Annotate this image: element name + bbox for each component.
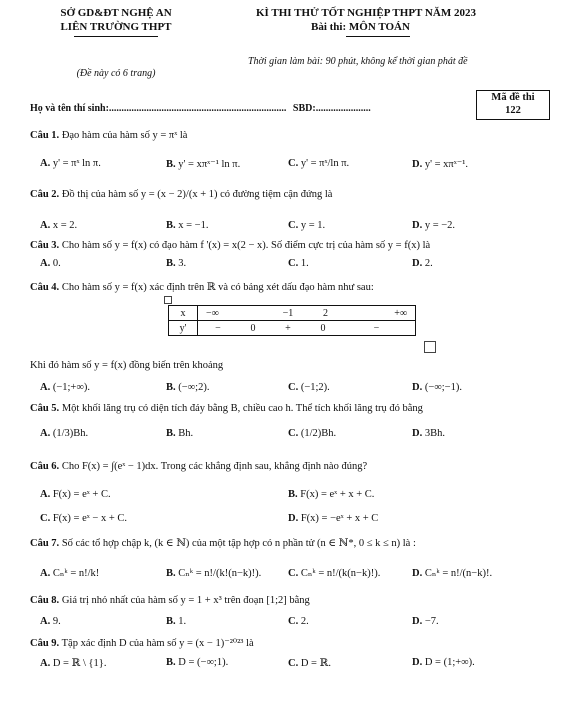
q9-option-c[interactable]: C. D = ℝ. — [288, 658, 331, 669]
small-square-mark — [164, 296, 172, 304]
exam-code-value: 122 — [505, 105, 521, 116]
q1-option-a[interactable]: A. y' = πˣ ln π. — [40, 158, 101, 169]
q2-option-c[interactable]: C. y = 1. — [288, 220, 326, 231]
q6-option-b[interactable]: B. F(x) = eˣ + x + C. — [288, 489, 375, 500]
q4-option-c[interactable]: C. (−1;2). — [288, 382, 330, 393]
question-7: Câu 7. Số các tổ hợp chập k, (k ∈ ℕ) của một tập hợp có n phần tử (n ∈ ℕ*, 0 ≤ k ≤ n) là : — [30, 538, 416, 549]
q1-option-d[interactable]: D. y' = xπˣ⁻¹. — [412, 159, 469, 170]
q3-option-a[interactable]: A. 0. — [40, 258, 61, 269]
exam-code-box — [476, 90, 550, 120]
q6-option-c[interactable]: C. F(x) = eˣ − x + C. — [40, 513, 128, 524]
student-name-label: Họ và tên thí sinh: — [30, 103, 109, 114]
department-name: SỞ GD&ĐT NGHỆ AN — [60, 7, 172, 19]
q5-option-a[interactable]: A. (1/3)Bh. — [40, 428, 89, 439]
q6-option-d[interactable]: D. F(x) = −eˣ + x + C — [288, 513, 379, 524]
sbd-label: SBD: — [292, 103, 316, 114]
q7-option-b[interactable]: B. Cₙᵏ = n!/(k!(n−k)!). — [166, 568, 262, 579]
q2-option-d[interactable]: D. y = −2. — [412, 220, 456, 231]
header-underline-right — [346, 36, 410, 37]
sign-table — [168, 305, 416, 336]
q9-option-a[interactable]: A. D = ℝ \ {1}. — [40, 658, 107, 669]
pages-note: (Đề này có 6 trang) — [76, 68, 156, 79]
question-4: Câu 4. Cho hàm số y = f(x) xác định trên ℝ và có bảng xét dấu đạo hàm như sau: — [30, 282, 374, 293]
question-9: Câu 9. Tập xác định D của hàm số y = (x − 1)⁻²⁰²³ là — [30, 638, 254, 649]
q8-option-b[interactable]: B. 1. — [166, 616, 187, 627]
sign-table-row-derivative — [169, 321, 416, 336]
q4-option-a[interactable]: A. (−1;+∞). — [40, 382, 90, 393]
q2-option-a[interactable]: A. x = 2. — [40, 220, 78, 231]
q9-option-d[interactable]: D. D = (1;+∞). — [412, 657, 475, 668]
q9-option-b[interactable]: B. D = (−∞;1). — [166, 657, 229, 668]
sign-table-cell: − — [198, 321, 239, 336]
sign-table-row-x — [169, 306, 416, 321]
q8-option-c[interactable]: C. 2. — [288, 616, 309, 627]
student-info-line — [30, 103, 371, 114]
q7-option-a[interactable]: A. Cₙᵏ = n!/k! — [40, 568, 100, 579]
sbd-dots: ...................... — [315, 103, 371, 114]
sign-table-cell: 0 — [308, 321, 338, 336]
q7-option-c[interactable]: C. Cₙᵏ = n!/(k(n−k)!). — [288, 568, 381, 579]
exam-code-label: Mã đề thi — [491, 92, 535, 103]
small-square-mark — [424, 341, 436, 353]
q7-option-d[interactable]: D. Cₙᵏ = n!/(n−k)!. — [412, 568, 493, 579]
q8-option-d[interactable]: D. −7. — [412, 616, 439, 627]
school-name: LIÊN TRƯỜNG THPT — [60, 21, 172, 33]
sign-table-cell: x — [169, 306, 198, 321]
header-underline-left — [74, 36, 158, 37]
sign-table-cell: 2 — [308, 306, 338, 321]
q2-option-b[interactable]: B. x = −1. — [166, 220, 209, 231]
sign-table-cell: +∞ — [338, 306, 416, 321]
q5-option-c[interactable]: C. (1/2)Bh. — [288, 428, 337, 439]
question-4-after: Khi đó hàm số y = f(x) đồng biến trên khoảng — [30, 360, 224, 371]
q6-option-a[interactable]: A. F(x) = eˣ + C. — [40, 489, 111, 500]
question-number: Câu 1. — [30, 130, 60, 141]
q3-option-d[interactable]: D. 2. — [412, 258, 433, 269]
q3-option-b[interactable]: B. 3. — [166, 258, 187, 269]
q1-option-b[interactable]: B. y' = xπˣ⁻¹ ln π. — [166, 159, 241, 170]
q5-option-d[interactable]: D. 3Bh. — [412, 428, 445, 439]
student-name-dots: ....................................................................... — [108, 103, 287, 114]
q3-option-c[interactable]: C. 1. — [288, 258, 309, 269]
exam-subject: Bài thi: MÔN TOÁN — [311, 21, 410, 33]
question-1 — [30, 130, 187, 141]
sign-table-cell: −1 — [268, 306, 308, 321]
question-6: Câu 6. Cho F(x) = ∫(eˣ − 1)dx. Trong các khẳng định sau, khẳng định nào đúng? — [30, 461, 368, 472]
question-5: Câu 5. Một khối lăng trụ có diện tích đáy bằng B, chiều cao h. Thể tích khối lăng trụ đó bằng — [30, 403, 423, 414]
sign-table-cell: − — [338, 321, 416, 336]
q5-option-b[interactable]: B. Bh. — [166, 428, 194, 439]
q4-option-d[interactable]: D. (−∞;−1). — [412, 382, 462, 393]
sign-table-cell: + — [268, 321, 308, 336]
question-8: Câu 8. Giá trị nhỏ nhất của hàm số y = 1 + x³ trên đoạn [1;2] bằng — [30, 595, 310, 606]
exam-title: KÌ THI THỬ TỐT NGHIỆP THPT NĂM 2023 — [256, 7, 476, 19]
sign-table-cell: −∞ — [198, 306, 269, 321]
question-text: Đạo hàm của hàm số y = πˣ là — [61, 130, 188, 141]
time-note: Thời gian làm bài: 90 phút, không kể thời gian phát đề — [248, 56, 468, 67]
sign-table-cell: y' — [169, 321, 198, 336]
q4-option-b[interactable]: B. (−∞;2). — [166, 382, 210, 393]
q1-option-c[interactable]: C. y' = πˣ/ln π. — [288, 158, 350, 169]
question-2: Câu 2. Đồ thị của hàm số y = (x − 2)/(x + 1) có đường tiệm cận đứng là — [30, 189, 333, 200]
q8-option-a[interactable]: A. 9. — [40, 616, 61, 627]
sign-table-cell: 0 — [238, 321, 268, 336]
question-3: Câu 3. Cho hàm số y = f(x) có đạo hàm f '(x) = x(2 − x). Số điểm cực trị của hàm số y = f(x) là — [30, 240, 431, 251]
